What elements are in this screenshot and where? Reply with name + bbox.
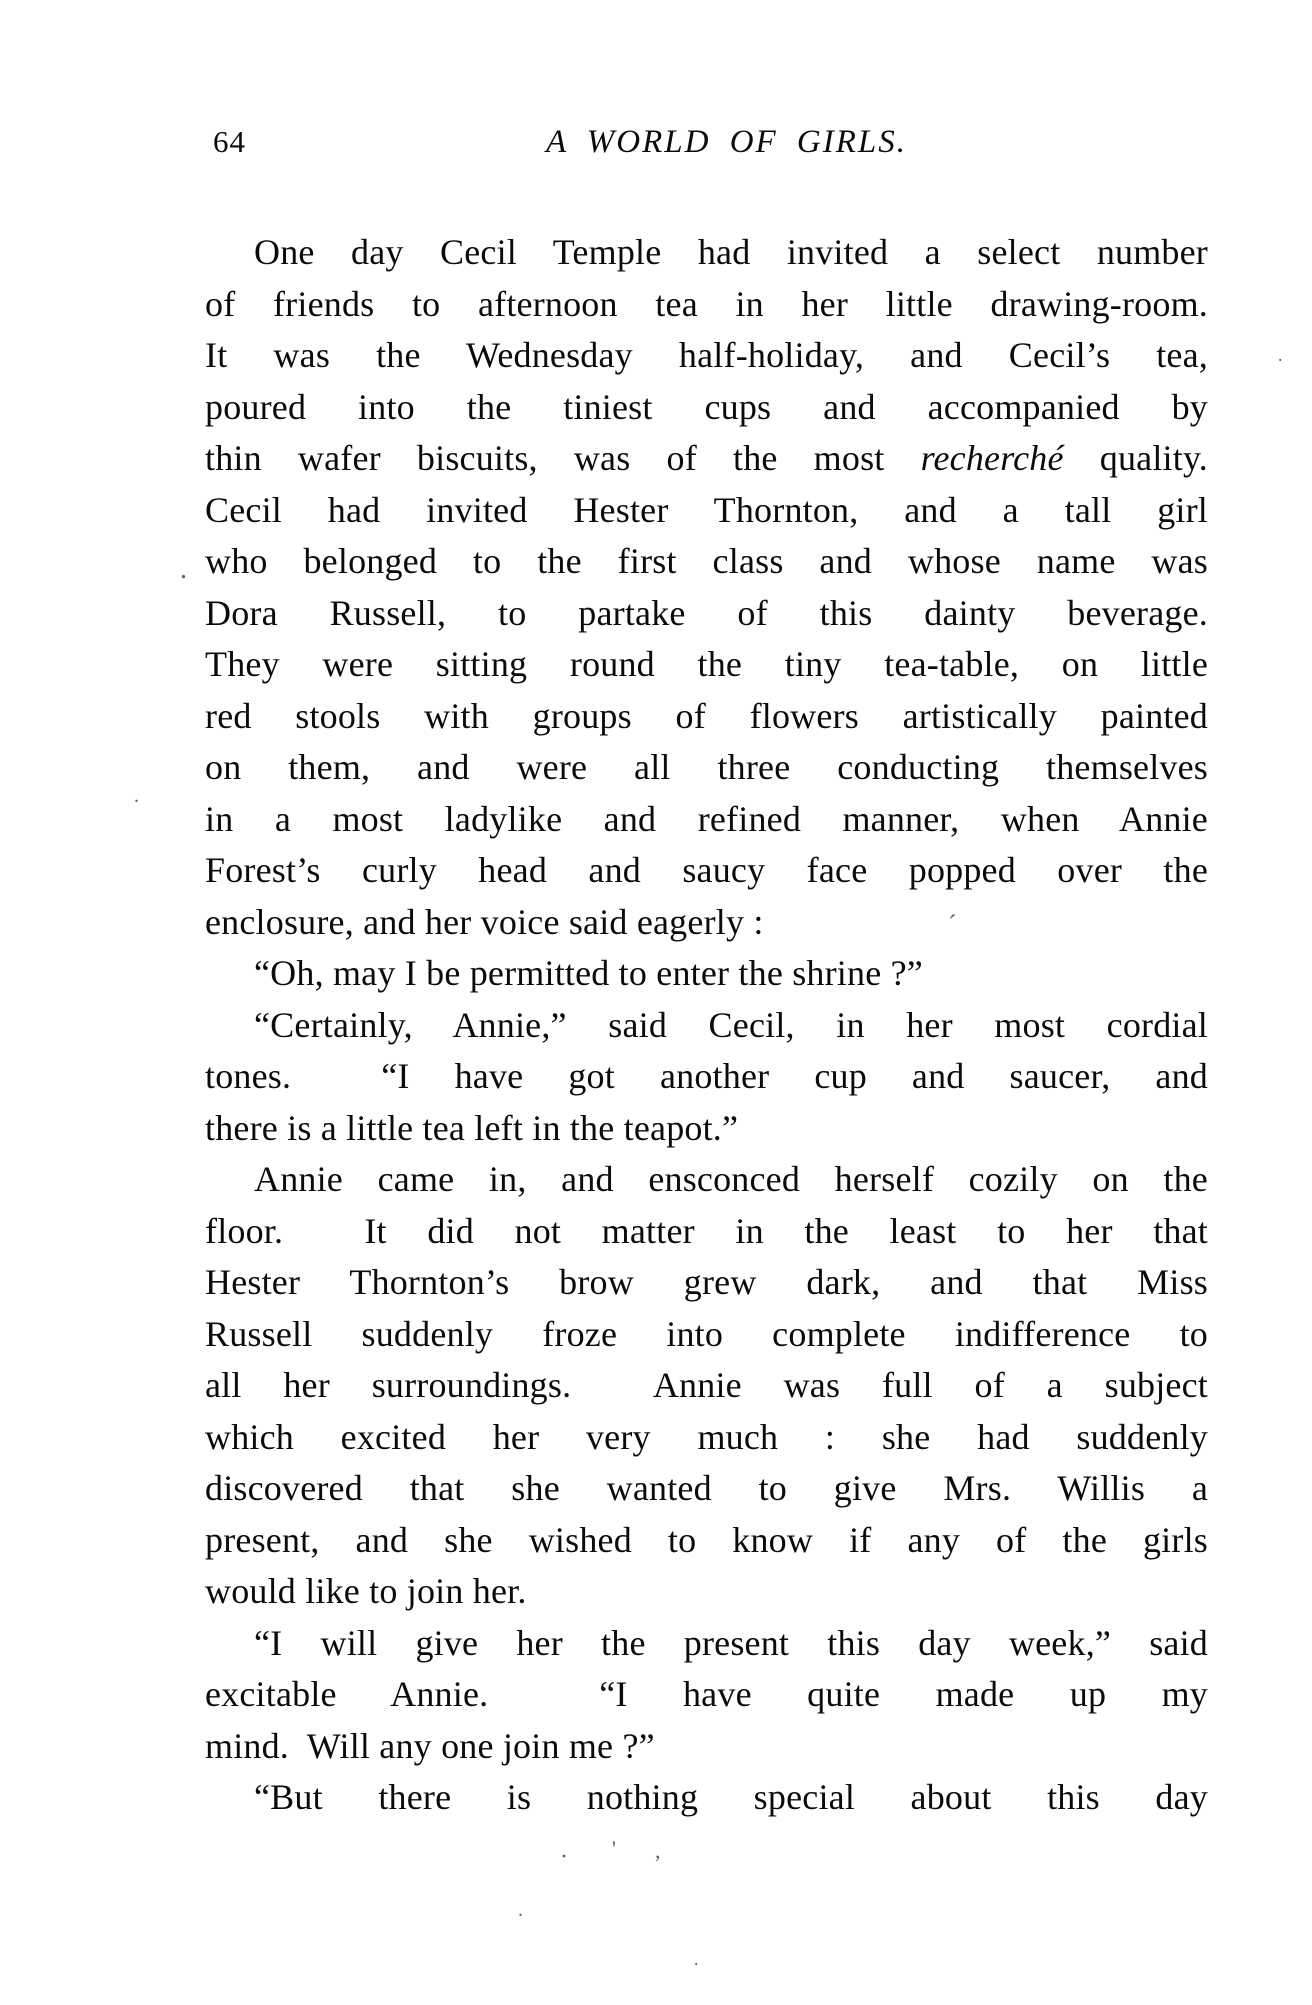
- text-segment: of friends to afternoon tea in her little drawing-room.: [205, 283, 1208, 324]
- text-line: [205, 742, 1208, 794]
- text-segment: They were sitting round the tiny tea-table, on little: [205, 644, 1208, 684]
- text-line: [205, 1566, 1208, 1618]
- text-segment: would like to join her.: [205, 1571, 527, 1611]
- text-segment: which excited her very much : she had suddenly: [205, 1416, 1208, 1457]
- page-number: 64: [213, 124, 246, 159]
- text-segment: “But there is nothing special about this day: [254, 1777, 1208, 1817]
- text-segment: who belonged to the first class and whose name was: [205, 541, 1208, 581]
- text-segment: excitable Annie. “I have quite made up my: [205, 1674, 1208, 1714]
- text-segment: It was the Wednesday half-holiday, and Cecil’s tea,: [205, 335, 1208, 375]
- scan-speck: .: [180, 554, 187, 585]
- text-line: [205, 1206, 1208, 1258]
- text-line: [205, 1669, 1208, 1721]
- scan-speck: ·: [560, 1844, 568, 1870]
- text-segment: Russell suddenly froze into complete indifference to: [205, 1313, 1208, 1354]
- italic-text-segment: recherché: [920, 438, 1064, 478]
- text-segment: there is a little tea left in the teapot.”: [205, 1107, 739, 1148]
- text-line: [205, 1772, 1208, 1824]
- scan-speck: .: [134, 785, 139, 807]
- text-segment: in a most ladylike and refined manner, when Annie: [205, 798, 1208, 839]
- scan-speck: ': [612, 1836, 616, 1861]
- text-segment: red stools with groups of flowers artistically painted: [205, 695, 1208, 736]
- scan-speck: .: [518, 1899, 523, 1921]
- text-line: [205, 1103, 1208, 1155]
- text-line: [205, 794, 1208, 846]
- scan-speck: ,: [655, 1838, 661, 1863]
- text-block: [205, 227, 1208, 1824]
- text-line: [205, 1721, 1208, 1773]
- text-segment: floor. It did not matter in the least to her that: [205, 1210, 1208, 1251]
- text-segment: One day Cecil Temple had invited a select number: [254, 232, 1208, 272]
- text-segment: poured into the tiniest cups and accompanied by: [205, 386, 1208, 427]
- text-line: [205, 227, 1208, 279]
- text-line: [205, 1000, 1208, 1052]
- text-line: [205, 845, 1208, 897]
- text-segment: Hester Thornton’s brow grew dark, and that Miss: [205, 1262, 1208, 1302]
- scan-speck: .: [1278, 345, 1283, 365]
- text-segment: Annie came in, and ensconced herself cozily on the: [254, 1159, 1208, 1199]
- scan-speck: .: [694, 1949, 699, 1969]
- text-line: [205, 1309, 1208, 1361]
- text-segment: Forest’s curly head and saucy face popped over the: [205, 850, 1208, 890]
- text-segment: all her surroundings. Annie was full of a subject: [205, 1365, 1208, 1405]
- text-line: [205, 1360, 1208, 1412]
- text-line: [205, 1618, 1208, 1670]
- text-line: [205, 948, 1208, 1000]
- text-segment: mind. Will any one join me ?”: [205, 1725, 655, 1766]
- text-line: [205, 1463, 1208, 1515]
- text-line: [205, 639, 1208, 691]
- text-line: [205, 1154, 1208, 1206]
- text-line: [205, 279, 1208, 331]
- text-line: [205, 1051, 1208, 1103]
- text-segment: “I will give her the present this day week,” said: [254, 1622, 1208, 1663]
- text-segment: present, and she wished to know if any of the girls: [205, 1519, 1208, 1560]
- text-line: [205, 382, 1208, 434]
- text-segment: thin wafer biscuits, was of the most: [205, 438, 921, 478]
- text-segment: enclosure, and her voice said eagerly :: [205, 901, 764, 942]
- running-header: A WORLD OF GIRLS.: [545, 124, 908, 160]
- text-segment: on them, and were all three conducting themselves: [205, 747, 1208, 787]
- text-line: [205, 485, 1208, 537]
- text-segment: “Certainly, Annie,” said Cecil, in her most cordial: [254, 1004, 1208, 1045]
- text-line: [205, 691, 1208, 743]
- text-line: [205, 588, 1208, 640]
- text-line: [205, 897, 1208, 949]
- text-line: [205, 1515, 1208, 1567]
- text-line: [205, 536, 1208, 588]
- text-line: [205, 330, 1208, 382]
- text-segment: discovered that she wanted to give Mrs. Willis a: [205, 1468, 1208, 1508]
- text-segment: quality.: [1063, 438, 1209, 478]
- scan-speck: ´: [948, 910, 957, 939]
- text-line: [205, 433, 1208, 485]
- text-segment: tones. “I have got another cup and saucer, and: [205, 1056, 1208, 1096]
- text-line: [205, 1257, 1208, 1309]
- text-segment: Cecil had invited Hester Thornton, and a tall girl: [205, 489, 1208, 530]
- text-line: [205, 1412, 1208, 1464]
- text-segment: “Oh, may I be permitted to enter the shrine ?”: [254, 953, 923, 993]
- text-segment: Dora Russell, to partake of this dainty beverage.: [205, 592, 1208, 633]
